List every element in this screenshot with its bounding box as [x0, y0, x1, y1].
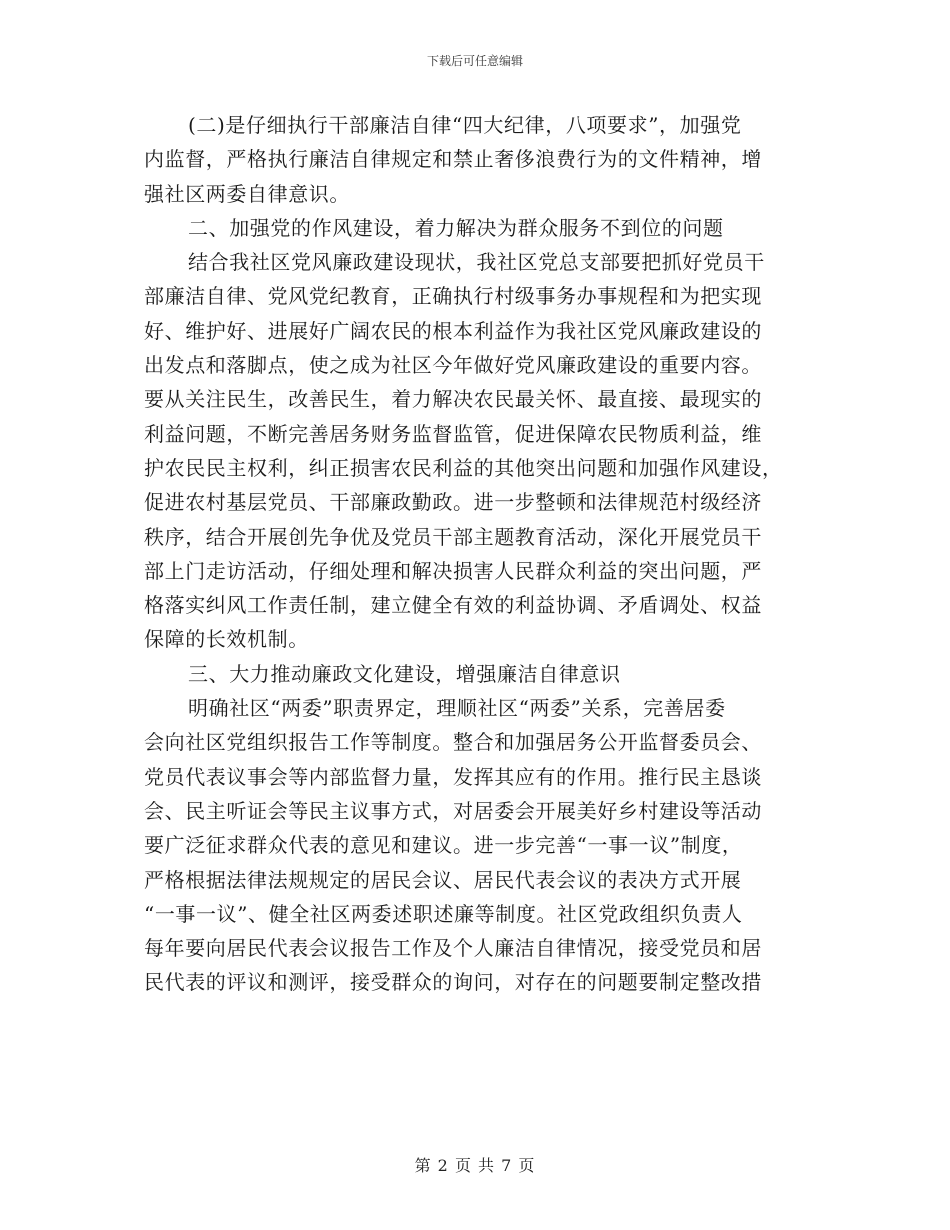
text-line: 保障的长效机制。 — [144, 627, 309, 652]
text-line: “一事一议”、健全社区两委述职述廉等制度。社区党政组织负责人 — [144, 901, 743, 926]
document-body — [144, 108, 808, 1000]
text-line: 会向社区党组织报告工作等制度。整合和加强居务公开监督委员会、 — [144, 730, 762, 755]
text-line: 利益问题，不断完善居务财务监督监管，促进保障农民物质利益，维 — [144, 421, 762, 446]
text-line: 每年要向居民代表会议报告工作及个人廉洁自律情况，接受党员和居 — [144, 936, 762, 961]
section-heading: 三、大力推动廉政文化建设，增强廉洁自律意识 — [188, 661, 621, 686]
text-line: 好、维护好、进展好广阔农民的根本利益作为我社区党风廉政建设的 — [144, 318, 762, 343]
text-line: 党员代表议事会等内部监督力量，发挥其应有的作用。推行民主恳谈 — [144, 764, 762, 789]
page-header: 下载后可任意编辑 — [426, 54, 523, 68]
text-line: 严格根据法律法规规定的居民会议、居民代表会议的表决方式开展 — [144, 867, 742, 892]
text-line: 出发点和落脚点，使之成为社区今年做好党风廉政建设的重要内容。 — [144, 353, 762, 378]
section-heading: 二、加强党的作风建设，着力解决为群众服务不到位的问题 — [188, 215, 724, 240]
text-line: 部廉洁自律、党风党纪教育，正确执行村级事务办事规程和为把实现 — [144, 284, 762, 309]
text-line: 会、民主听证会等民主议事方式，对居委会开展美好乡村建设等活动 — [144, 798, 762, 823]
text-line: 结合我社区党风廉政建设现状，我社区党总支部要把抓好党员干 — [188, 250, 765, 275]
text-line: 民代表的评议和测评，接受群众的询问，对存在的问题要制定整改措 — [144, 970, 762, 995]
text-line: 秩序，结合开展创先争优及党员干部主题教育活动，深化开展党员干 — [144, 524, 762, 549]
text-line: 护农民民主权利，纠正损害农民利益的其他突出问题和加强作风建设， — [144, 455, 783, 480]
text-line: 强社区两委自律意识。 — [144, 181, 350, 206]
text-line: (二)是仔细执行干部廉洁自律“四大纪律，八项要求”，加强党 — [188, 113, 742, 137]
text-line: 促进农村基层党员、干部廉政勤政。进一步整顿和法律规范村级经济 — [144, 490, 762, 515]
text-line: 要从关注民生，改善民生，着力解决农民最关怀、最直接、最现实的 — [144, 387, 762, 412]
text-line: 格落实纠风工作责任制，建立健全有效的利益协调、矛盾调处、权益 — [144, 593, 762, 618]
page-footer: 第 2 页 共 7 页 — [414, 1156, 536, 1175]
text-line: 要广泛征求群众代表的意见和建议。进一步完善“一事一议”制度， — [144, 833, 743, 858]
text-line: 明确社区“两委”职责界定，理顺社区“两委”关系，完善居委 — [188, 696, 726, 721]
text-line: 部上门走访活动，仔细处理和解决损害人民群众利益的突出问题，严 — [144, 558, 762, 583]
text-line: 内监督，严格执行廉洁自律规定和禁止奢侈浪费行为的文件精神，增 — [144, 147, 762, 172]
